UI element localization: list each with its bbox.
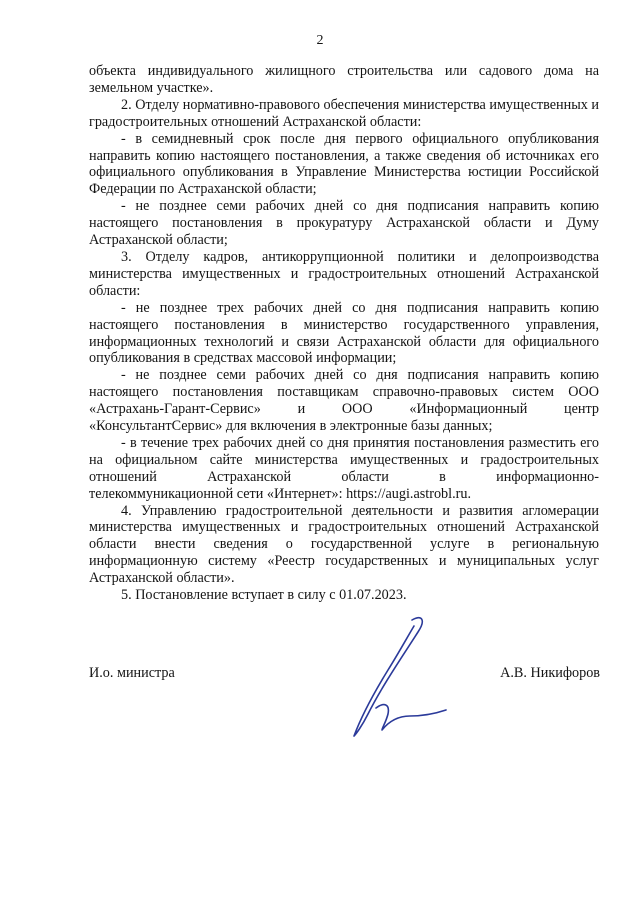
paragraph-item-2: 2. Отделу нормативно-правового обеспечения министерства имущественных и градостроительных отношений Астраханской области:: [89, 96, 599, 130]
handwritten-signature: [330, 612, 450, 742]
page-number: 2: [316, 33, 324, 48]
paragraph-item-3: 3. Отделу кадров, антикоррупционной политики и делопроизводства министерства имущественных и градостроительных отношений Астраханской области:: [89, 248, 599, 299]
paragraph-item-3-subitem-3-end: телекоммуникационной сети «Интернет»: https://augi.astrobl.ru.: [89, 485, 471, 502]
paragraph-continuation: объекта индивидуального жилищного строительства или садового дома на земельном участке».: [89, 63, 599, 96]
paragraph-item-2-subitem-2: - не позднее семи рабочих дней со дня подписания направить копию настоящего постановления в прокуратуру Астраханской области и Думу Астраханской области;: [89, 198, 599, 249]
signatory-name: А.В. Никифоров: [500, 665, 600, 681]
paragraph-item-2-subitem-1: - в семидневный срок после дня первого официального опубликования направить копию настоящего постановления, а также сведения об источниках его официального опубликования в Управление Министерства юстиции Российской Федерации по Астраханской области;: [89, 130, 599, 198]
paragraph-item-3-subitem-2: - не позднее семи рабочих дней со дня подписания направить копию настоящего постановления поставщикам справочно-правовых систем ООО «Астрахань-Гарант-Сервис» и ООО «Информационный центр «КонсультантСервис» для включения в электронные базы данных;: [89, 367, 599, 435]
signatory-title: И.о. министра: [89, 665, 175, 681]
paragraph-item-3-subitem-3: - в течение трех рабочих дней со дня принятия постановления разместить его на официальном сайте министерства имущественных и градостроительных отношений Астраханской области в информационно-: [89, 434, 599, 485]
document-body: [89, 63, 599, 604]
paragraph-item-4: 4. Управлению градостроительной деятельности и развития агломерации министерства имущественных и градостроительных отношений Астраханской области внести сведения о государственной услуге в региональную информационную систему «Реестр государственных и муниципальных услуг Астраханской области».: [89, 502, 599, 587]
paragraph-item-5: 5. Постановление вступает в силу с 01.07.2023.: [121, 587, 407, 604]
paragraph-item-3-subitem-1: - не позднее трех рабочих дней со дня подписания направить копию настоящего постановления в министерство государственного управления, информационных технологий и связи Астраханской области для официального опубликования в средствах массовой информации;: [89, 299, 599, 367]
